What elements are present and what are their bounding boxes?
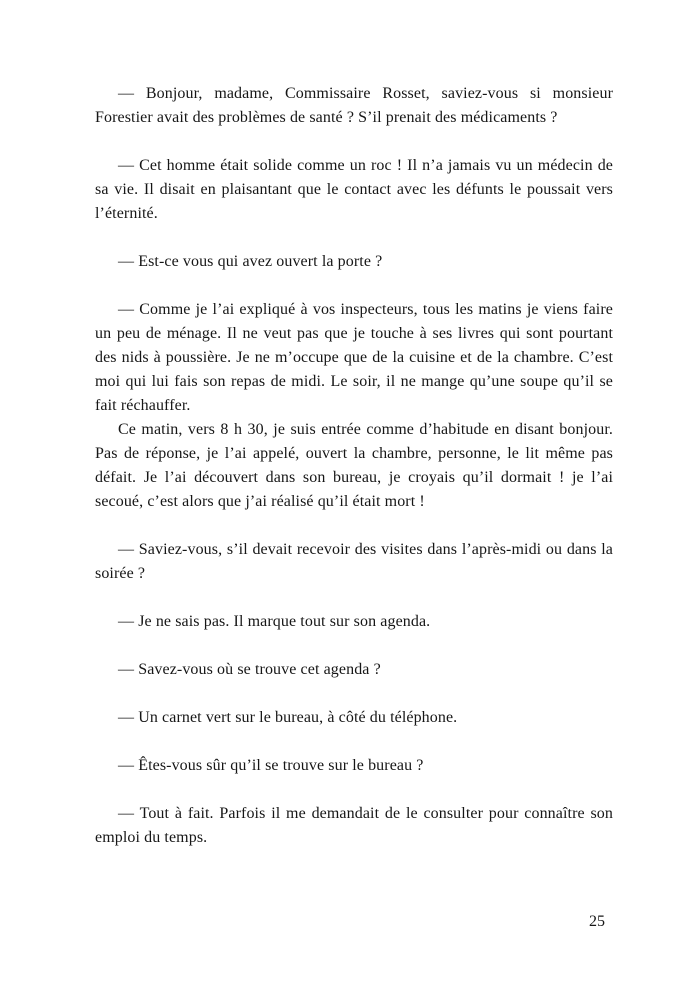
dialogue-paragraph: — Tout à fait. Parfois il me demandait de le consulter pour connaître son emploi du temps. (95, 805, 613, 846)
dialogue-paragraph: — Cet homme était solide comme un roc ! Il n’a jamais vu un médecin de sa vie. Il disait en plaisantant que le contact avec les défunts le poussait vers l’éternité. (95, 157, 613, 222)
dialogue-paragraph: — Un carnet vert sur le bureau, à côté du téléphone. (118, 709, 458, 726)
dialogue-paragraph: — Comme je l’ai expliqué à vos inspecteurs, tous les matins je viens faire un peu de ménage. Il ne veut pas que je touche à ses livres qui sont pourtant des nids à poussière. Je ne m’occupe que de la cuisine et de la chambre. C’est moi qui lui fais son repas de midi. Le soir, il ne mange qu’une soupe qu’il se fait réchauffer. (95, 301, 613, 414)
page-number: 25 (589, 913, 605, 930)
body-text (95, 82, 613, 850)
dialogue-paragraph: — Bonjour, madame, Commissaire Rosset, saviez-vous si monsieur Forestier avait des problèmes de santé ? S’il prenait des médicaments ? (95, 85, 613, 126)
dialogue-paragraph: — Je ne sais pas. Il marque tout sur son agenda. (118, 613, 431, 630)
dialogue-paragraph: — Est-ce vous qui avez ouvert la porte ? (118, 253, 383, 270)
dialogue-paragraph: — Saviez-vous, s’il devait recevoir des visites dans l’après-midi ou dans la soirée ? (95, 541, 613, 582)
dialogue-paragraph: — Êtes-vous sûr qu’il se trouve sur le bureau ? (118, 757, 424, 774)
dialogue-continuation-paragraph: Ce matin, vers 8 h 30, je suis entrée comme d’habitude en disant bonjour. Pas de réponse, je l’ai appelé, ouvert la chambre, personne, le lit même pas défait. Je l’ai découvert dans son bureau, je croyais qu’il dormait ! je l’ai secoué, c’est alors que j’ai réalisé qu’il était mort ! (95, 421, 613, 510)
dialogue-paragraph: — Savez-vous où se trouve cet agenda ? (118, 661, 381, 678)
